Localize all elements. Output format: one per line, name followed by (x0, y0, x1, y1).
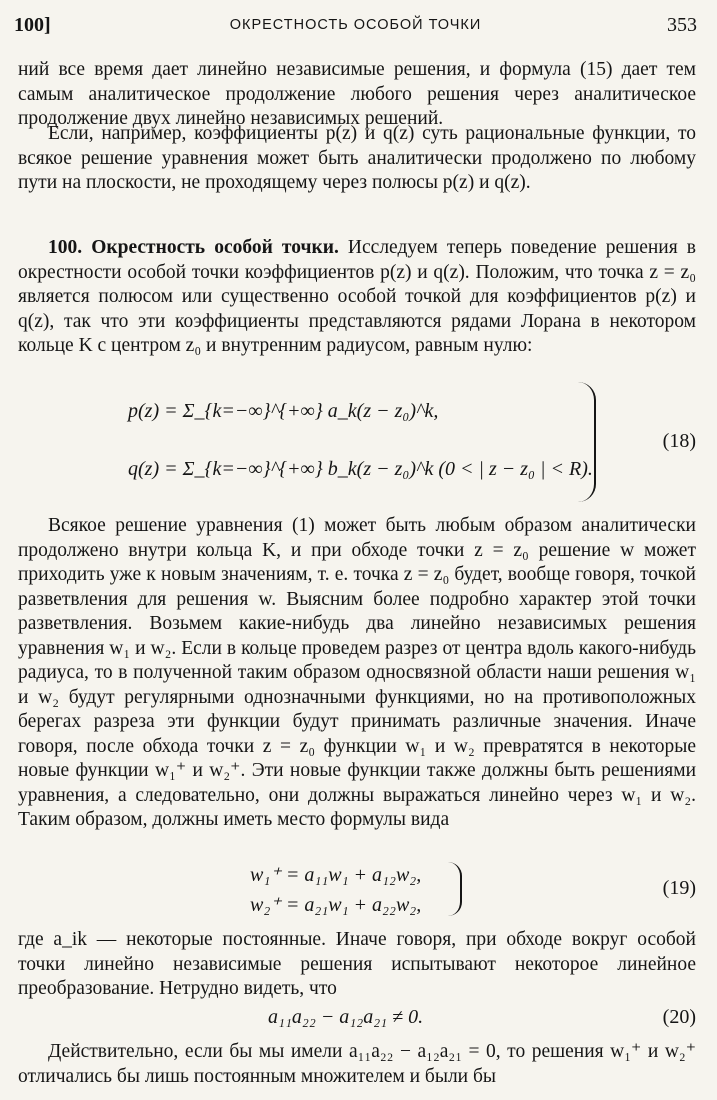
section-100-block (18, 236, 696, 359)
formula-19-line-2: w₂⁺ = a₂₁w₁ + a₂₂w₂, (250, 894, 422, 916)
paragraph-5-block (18, 928, 696, 1002)
paragraph-3 (18, 236, 696, 359)
equation-number-20: (20) (662, 1006, 696, 1028)
equation-number-18: (18) (662, 430, 696, 452)
section-heading: 100. Окрестность особой точки. (48, 237, 339, 258)
page-number: 353 (667, 14, 697, 36)
formula-18-line-2: q(z) = Σ_{k=−∞}^{+∞} b_k(z − z₀)^k (0 < | z − z₀ | < R). (128, 458, 593, 480)
formula-20-line: a₁₁a₂₂ − a₁₂a₂₁ ≠ 0. (268, 1006, 424, 1028)
paragraph-6: Действительно, если бы мы имели a₁₁a₂₂ − a₁₂a₂₁ = 0, то решения w₁⁺ и w₂⁺ отличались бы лишь постоянным множителем и были бы (18, 1041, 696, 1087)
paragraph-5: где a_ik — некоторые постоянные. Иначе говоря, при обходе вокруг особой точки линейно независимые решения испытывают некоторое линейное преобразование. Нетрудно видеть, что (18, 929, 696, 999)
formula-18-line-1: p(z) = Σ_{k=−∞}^{+∞} a_k(z − z₀)^k, (128, 400, 439, 422)
paragraph-4: Всякое решение уравнения (1) может быть любым образом аналитически продолжено внутри кольца K, и при обходе точки z = z₀ решение w может приходить уже к новым значениям, т. е. точка z = z₀ будет, вообще говоря, точкой разветвления для решения w. Выясним более подробно характер этой точки разветвления. Возьмем какие-нибудь два линейно независимых решения уравнения w₁ и w₂. Если в кольце проведем разрез от центра вдоль какого-нибудь радиуса, то в полученной таким образом односвязной области наши решения w₁ и w₂ будут регулярными однозначными функциями, но на противоположных берегах разреза эти функции будут принимать различные значения. Иначе говоря, после обхода точки z = z₀ функции w₁ и w₂ превратятся в некоторые новые функции w₁⁺ и w₂⁺. Эти новые функции также должны быть решениями уравнения, а следовательно, они должны выражаться линейно через w₁ и w₂. Таким образом, должны иметь место формулы вида (18, 515, 696, 830)
paragraph-6-block (18, 1040, 696, 1089)
right-brace-18 (578, 382, 596, 502)
formula-19-line-1: w₁⁺ = a₁₁w₁ + a₁₂w₂, (250, 864, 422, 886)
right-brace-19 (448, 862, 462, 916)
paragraph-3-text: Исследуем теперь поведение решения в окрестности особой точки коэффициентов p(z) и q(z). Положим, что точка z = z₀ является полюсом или существенно особой точкой для коэффициентов p(z) и q(z), так что эти коэффициенты представляются рядами Лорана в некотором кольце K с центром z₀ и внутренним радиусом, равным нулю: (18, 237, 697, 356)
running-header (14, 12, 697, 40)
paragraph-2-block (18, 122, 696, 196)
paragraph-2: Если, например, коэффициенты p(z) и q(z) суть рациональные функции, то всякое решение уравнения может быть аналитически продолжено по любому пути на плоскости, не проходящему через полюсы p(z) и q(z). (18, 123, 696, 193)
running-title: ОКРЕСТНОСТЬ ОСОБОЙ ТОЧКИ (229, 17, 482, 33)
paragraph-4-block (18, 514, 696, 833)
equation-number-19: (19) (662, 877, 696, 899)
paragraph-1: ний все время дает линейно независимые решения, и формула (15) дает тем самым аналитическое продолжение любого решения через аналитическое продолжение двух линейно независимых решений. (18, 59, 696, 129)
section-number: 100] (14, 14, 51, 36)
paragraph-1-block (18, 58, 696, 132)
